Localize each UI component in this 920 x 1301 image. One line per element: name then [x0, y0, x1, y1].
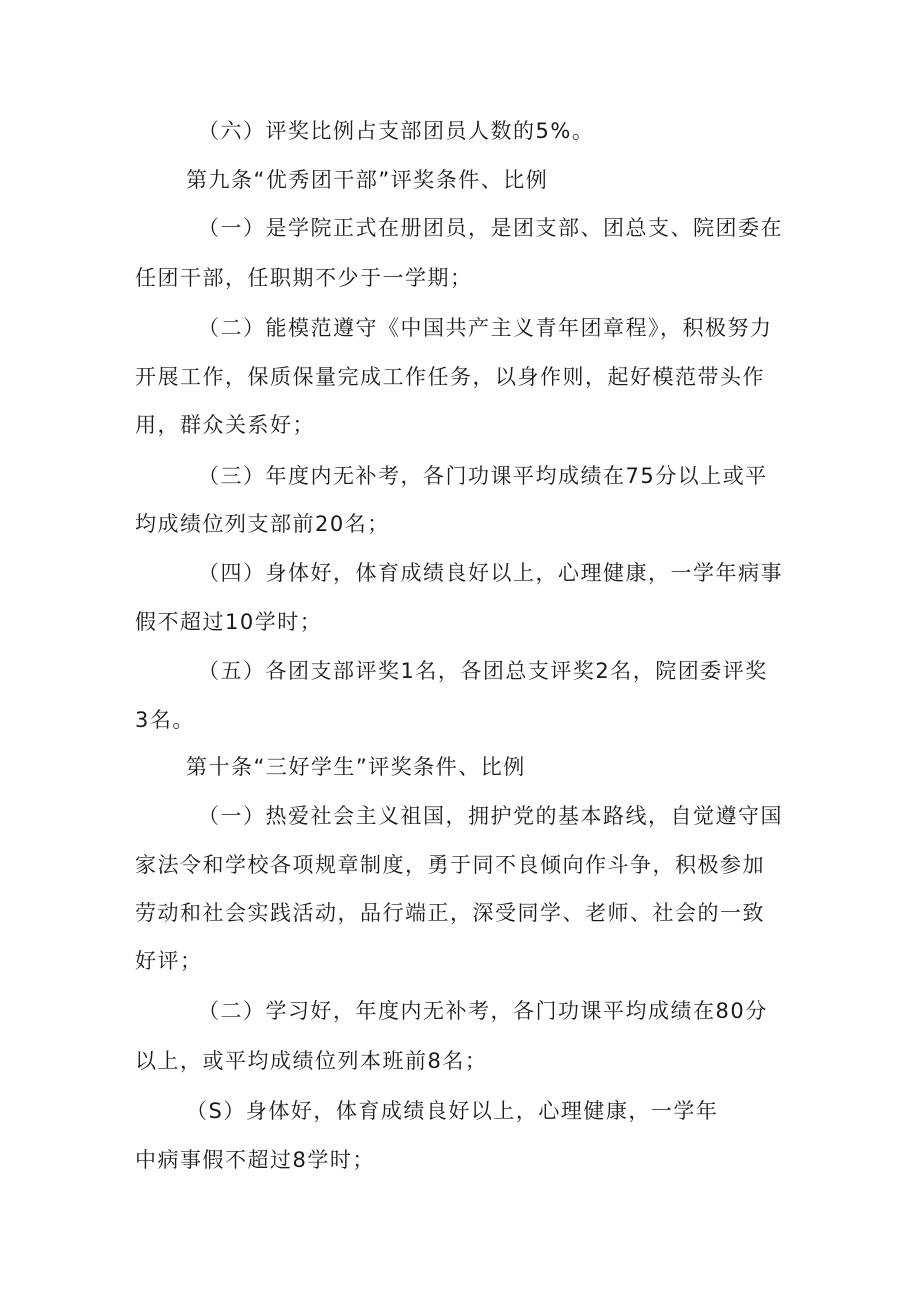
text-line: 3名。: [135, 708, 195, 732]
text-line: （二）能模范遵守《中国共产主义青年团章程》，积极努力: [198, 316, 773, 340]
text-line: 家法令和学校各项规章制度，勇于同不良倾向作斗争，积极参加: [135, 853, 765, 877]
text-line: （六）评奖比例占支部团员人数的5%。: [198, 119, 595, 143]
section-heading: 第九条“优秀团干部”评奖条件、比例: [186, 168, 549, 192]
text-line: 中病事假不超过8学时；: [135, 1148, 375, 1172]
text-line: 假不超过10学时；: [135, 610, 323, 634]
text-line: 开展工作，保质保量完成工作任务，以身作则，起好模范带头作: [135, 365, 765, 389]
text-line: （五）各团支部评奖1名，各团总支评奖2名，院团委评奖: [198, 659, 768, 683]
text-line: （四）身体好，体育成绩良好以上，心理健康，一学年病事: [198, 561, 783, 585]
text-line: （三）年度内无补考，各门功课平均成绩在75分以上或平: [198, 464, 768, 488]
text-line: （二）学习好，年度内无补考，各门功课平均成绩在80分: [198, 999, 768, 1023]
text-line: （一）热爱社会主义祖国，拥护党的基本路线，自觉遵守国: [198, 804, 783, 828]
text-line: 劳动和社会实践活动，品行端正，深受同学、老师、社会的一致: [135, 901, 765, 925]
section-heading: 第十条“三好学生”评奖条件、比例: [186, 755, 526, 779]
text-line: 任团干部，任职期不少于一学期；: [135, 266, 473, 290]
text-line: 好评；: [135, 949, 203, 973]
text-line: 以上，或平均成绩位列本班前8名；: [135, 1049, 488, 1073]
text-line: 均成绩位列支部前20名；: [135, 512, 390, 536]
text-line: （一）是学院正式在册团员，是团支部、团总支、院团委在: [198, 216, 783, 240]
text-line: 用，群众关系好；: [135, 413, 315, 437]
text-line: （S）身体好，体育成绩良好以上，心理健康，一学年: [186, 1099, 719, 1123]
